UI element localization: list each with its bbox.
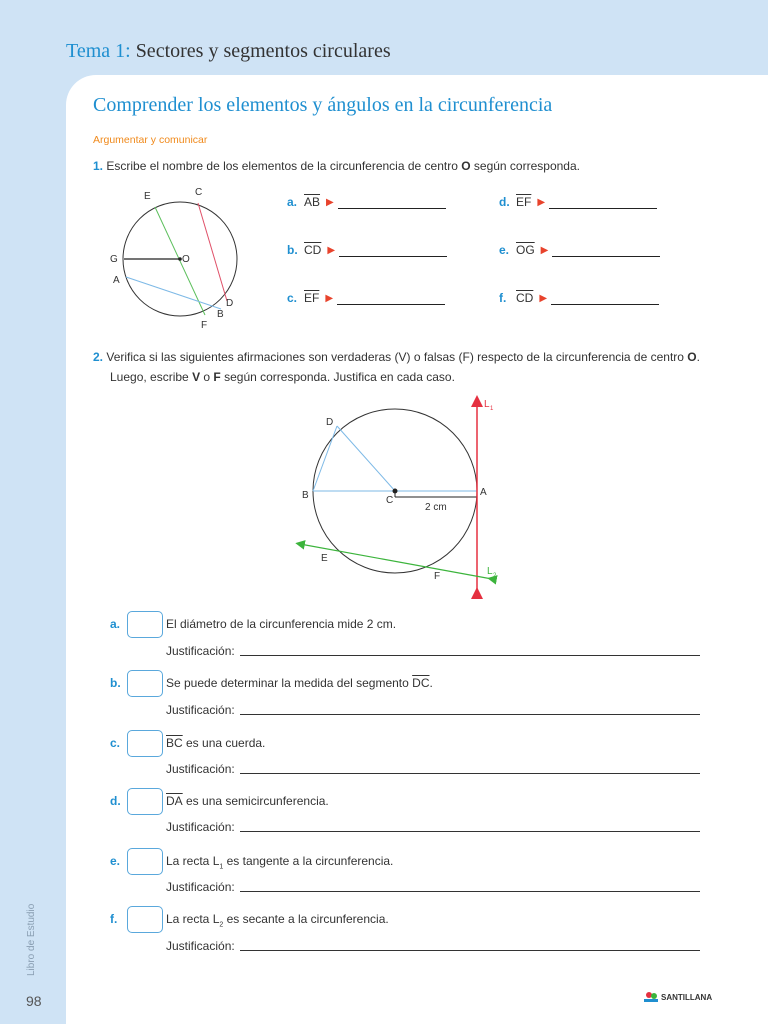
answer-blank[interactable] [551,292,659,305]
figure-1-label-e: E [144,191,151,202]
justification-label: Justificación: [166,939,235,953]
q1-item-f [499,291,659,305]
statement-text [166,794,329,810]
statement-text [166,912,389,928]
item-segment: $\overline{AB}$ [304,195,321,209]
item-label: a. [287,195,298,209]
answer-blank[interactable] [552,244,660,257]
figure-1-label-b: B [217,309,224,320]
item-label: c. [287,291,298,305]
statement-pre: La recta L [166,854,220,868]
book-side-label: Libro de Estudio [26,903,37,976]
item-label: f. [499,291,507,305]
statement-post: es secante a la circunferencia. [223,912,389,926]
justification-line[interactable] [240,714,700,715]
statement-text [166,676,433,692]
q1-item-b [287,243,447,257]
q1-item-a [287,195,446,209]
figure-1-label-d: D [226,298,234,309]
skill-label: Argumentar y comunicar [93,134,208,146]
answer-blank[interactable] [338,196,446,209]
statement-label: a. [110,617,121,631]
statement-pre: El diámetro de la circunferencia mide 2 cm. [166,617,397,631]
statement-sub: 1 [219,863,224,871]
play-arrow-icon: ▶ [537,196,546,208]
topic-title: Sectores y segmentos circulares [130,40,391,62]
circle-figure-2 [290,393,505,603]
question-2-line2b: según corresponda. Justifica en cada caso. [220,370,455,384]
figure-2-label-d: D [326,417,334,428]
publisher-logo [643,990,712,1004]
figure-1-label-c: C [195,187,203,198]
question-2-line1-end: . [696,350,700,364]
justification-label: Justificación: [166,880,235,894]
justification-label: Justificación: [166,703,235,717]
figure-1-label-o: O [182,254,190,265]
justification-line[interactable] [240,950,700,951]
item-segment: $\overline{CD}$ [304,243,322,257]
figure-2-label-l2: L [487,566,493,577]
question-1-body: Escribe el nombre de los elementos de la circunferencia de centro [106,159,462,173]
figure-2-label-c: C [386,495,394,506]
topic-number: Tema 1: [66,40,131,62]
statement-sub: 2 [219,921,224,929]
question-1-number: 1. [93,159,104,173]
play-arrow-icon: ▶ [327,244,336,256]
figure-1-label-f: F [201,320,208,331]
statement-pre: La recta L [166,912,220,926]
justification-line[interactable] [240,773,700,774]
play-arrow-icon: ▶ [326,196,334,208]
statement-post: es una cuerda. [182,736,266,750]
item-segment: $\overline{CD}$ [516,291,534,305]
item-segment: $\overline{EF}$ [304,291,320,305]
justification-line[interactable] [240,655,700,656]
figure-2-label-e: E [321,553,328,564]
vf-answer-box[interactable] [127,611,163,638]
statement-label: d. [110,794,121,808]
item-label: e. [499,243,510,257]
q1-item-d [499,195,657,209]
answer-blank[interactable] [337,292,445,305]
question-2-line2a: Luego, escribe [110,370,193,384]
page-header-title [66,40,391,63]
vf-answer-box[interactable] [127,906,163,933]
justification-line[interactable] [240,891,700,892]
question-2-number: 2. [93,350,104,364]
santillana-logo-icon [643,990,659,1004]
figure-2-label-l2-sub: 2 [493,573,497,579]
statement-segment: $\overline{DA}$ [166,794,183,808]
vf-answer-box[interactable] [127,848,163,875]
question-1-end: según corresponda. [470,159,580,173]
figure-2-label-l1: L [484,399,490,410]
statement-text [166,736,265,752]
statement-post: es una semicircunferencia. [182,794,329,808]
vf-answer-box[interactable] [127,730,163,757]
question-2-text [93,347,713,387]
justification-label: Justificación: [166,820,235,834]
answer-blank[interactable] [549,196,657,209]
vf-answer-box[interactable] [127,670,163,697]
question-2-center: O [687,350,697,364]
play-arrow-icon: ▶ [539,292,548,304]
figure-1-label-g: G [110,254,118,265]
figure-2-label-dist: 2 cm [425,502,447,513]
figure-2-label-l1-sub: 1 [490,406,494,412]
figure-1-label-a: A [113,275,120,286]
item-label: b. [287,243,298,257]
statement-pre: Se puede determinar la medida del segmento [166,676,413,690]
statement-segment: $\overline{DC}$ [412,676,430,690]
question-2-line1: Verifica si las siguientes afirmaciones son verdaderas (V) o falsas (F) respecto de la circunferencia de centro [106,350,688,364]
statement-label: f. [110,912,118,926]
justification-line[interactable] [240,831,700,832]
statement-text [166,854,393,870]
circle-figure-1 [100,182,250,332]
item-label: d. [499,195,510,209]
publisher-name: SANTILLANA [661,992,713,1002]
q1-item-c [287,291,445,305]
statement-label: c. [110,736,121,750]
figure-2-label-b: B [302,490,309,501]
item-segment: $\overline{OG}$ [516,243,535,257]
justification-label: Justificación: [166,762,235,776]
item-segment: $\overline{EF}$ [516,195,532,209]
play-arrow-icon: ▶ [325,292,334,304]
question-2-v: V [192,370,201,384]
statement-post: . [429,676,433,690]
answer-blank[interactable] [339,244,447,257]
vf-answer-box[interactable] [127,788,163,815]
play-arrow-icon: ▶ [540,244,549,256]
statement-text [166,617,396,633]
statement-label: e. [110,854,121,868]
statement-label: b. [110,676,121,690]
question-1-center: O [461,159,471,173]
figure-2-label-f: F [434,571,441,582]
section-title: Comprender los elementos y ángulos en la circunferencia [93,94,553,116]
q1-item-e [499,243,660,257]
statement-post: es tangente a la circunferencia. [223,854,394,868]
question-2-f: F [213,370,221,384]
question-1-text [93,156,580,176]
statement-segment: $\overline{BC}$ [166,736,183,750]
justification-label: Justificación: [166,644,235,658]
page-number: 98 [26,993,42,1009]
figure-2-label-a: A [480,487,487,498]
question-2-o: o [200,370,214,384]
